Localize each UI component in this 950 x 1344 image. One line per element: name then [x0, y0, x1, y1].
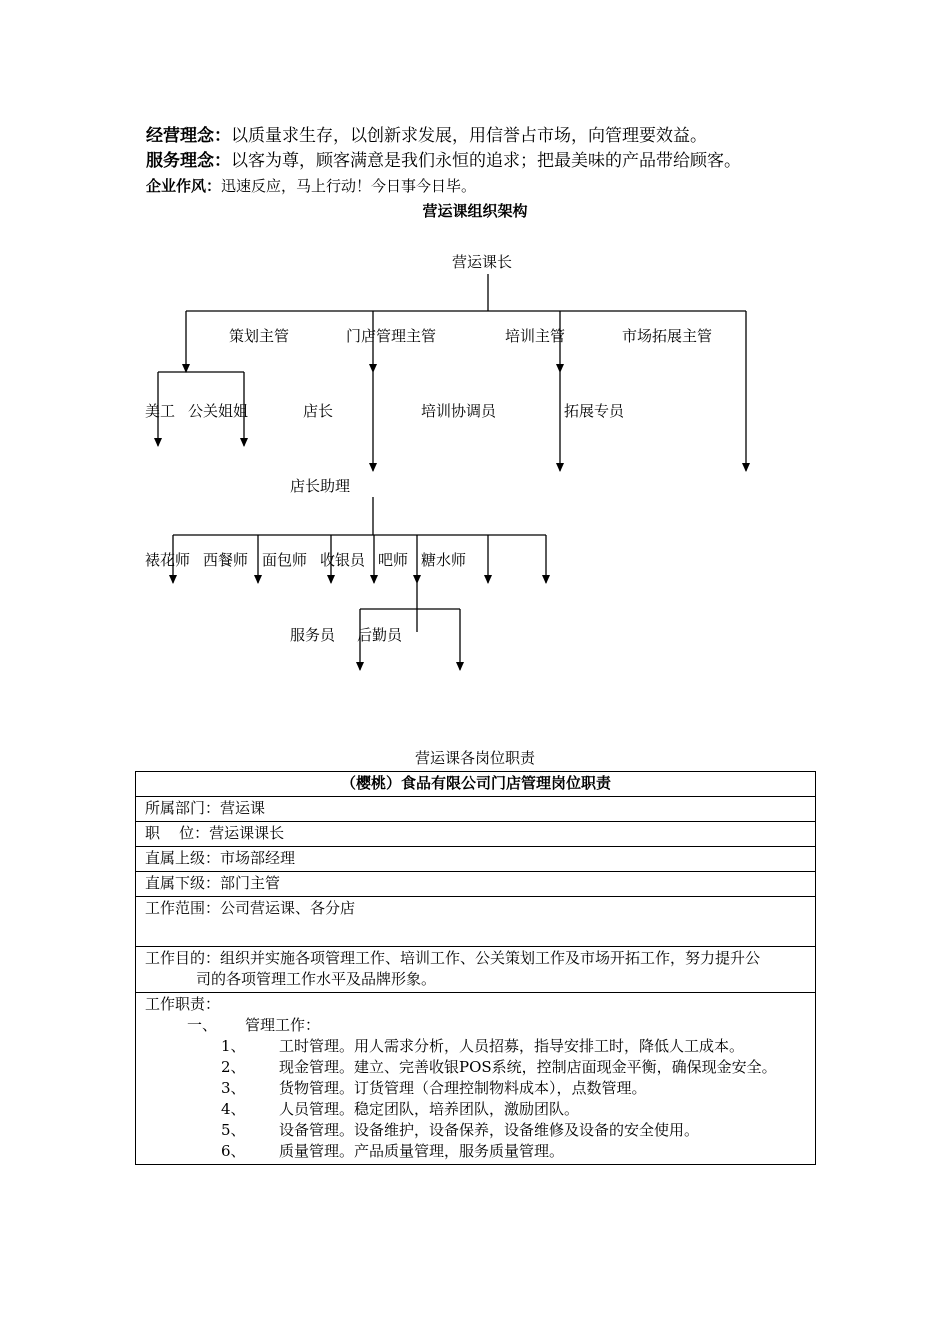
duty-item-num: 6、 [221, 1142, 246, 1160]
purpose-row [136, 947, 816, 993]
duties-table [135, 771, 816, 1165]
org-expansion-specialist: 拓展专员 [564, 402, 625, 420]
section-1-heading [145, 1015, 807, 1036]
duty-item-num: 3、 [221, 1079, 246, 1097]
org-assistant-manager: 店长助理 [290, 477, 351, 495]
section-1-num: 一、 [187, 1016, 218, 1034]
section-1-title: 管理工作： [245, 1016, 321, 1034]
org-staff-cashier: 收银员 [320, 551, 366, 569]
duty-item [145, 1099, 807, 1120]
duty-item-text: 工时管理。用人需求分析，人员招募，指导安排工时，降低人工成本。 [279, 1037, 745, 1055]
company-style-label: 企业作风： [146, 177, 222, 195]
org-staff-western-chef: 西餐师 [203, 551, 249, 569]
org-manager-planning: 策划主管 [229, 327, 290, 345]
service-philosophy-label: 服务理念： [146, 151, 231, 171]
duty-item [145, 1057, 807, 1078]
position-row: 职 位：营运课课长 [136, 822, 816, 847]
duty-item-text: 人员管理。稳定团队，培养团队，激励团队。 [279, 1100, 580, 1118]
org-manager-store: 门店管理主管 [346, 327, 437, 345]
org-staff-barista: 吧师 [378, 551, 409, 569]
subordinate-row: 直属下级：部门主管 [136, 872, 816, 897]
org-store-manager: 店长 [303, 402, 334, 420]
duty-item-text: 货物管理。订货管理（合理控制物料成本），点数管理。 [279, 1079, 647, 1097]
org-manager-market: 市场拓展主管 [622, 327, 713, 345]
business-philosophy-label: 经营理念： [146, 126, 231, 146]
company-style-text: 迅速反应，马上行动！今日事今日毕。 [221, 177, 477, 195]
duty-item-text: 现金管理。建立、完善收银POS系统，控制店面现金平衡，确保现金安全。 [279, 1058, 777, 1076]
org-manager-training: 培训主管 [505, 327, 566, 345]
org-staff-dessert-maker: 糖水师 [421, 551, 467, 569]
duty-item [145, 1120, 807, 1141]
scope-row: 工作范围：公司营运课、各分店 [136, 897, 816, 947]
org-staff-cake-decorator: 裱花师 [145, 551, 191, 569]
duty-item-num: 5、 [221, 1121, 246, 1139]
duty-item-num: 2、 [221, 1058, 246, 1076]
org-artist: 美工 [145, 402, 176, 420]
org-head: 营运课长 [452, 253, 513, 271]
duty-item [145, 1036, 807, 1057]
duties-section-title: 营运课各岗位职责 [414, 749, 535, 767]
duty-item-text: 设备管理。设备维护，设备保养，设备维修及设备的安全使用。 [279, 1121, 700, 1139]
duties-table-title: （樱桃）食品有限公司门店管理岗位职责 [136, 772, 816, 797]
service-philosophy-text: 以客为尊，顾客满意是我们永恒的追求；把最美味的产品带给顾客。 [231, 151, 741, 171]
business-philosophy-text: 以质量求生存，以创新求发展，用信誉占市场，向管理要效益。 [231, 126, 707, 146]
department-row: 所属部门：营运课 [136, 797, 816, 822]
duty-item [145, 1141, 807, 1162]
duty-item-num: 1、 [221, 1037, 246, 1055]
org-service-staff: 服务员 [290, 626, 336, 644]
org-pr: 公关姐姐 [188, 402, 249, 420]
responsibility-label: 工作职责： [145, 995, 221, 1013]
superior-row: 直属上级：市场部经理 [136, 847, 816, 872]
responsibilities-row [136, 993, 816, 1165]
duty-item [145, 1078, 807, 1099]
purpose-line-1: 工作目的：组织并实施各项管理工作、培训工作、公关策划工作及市场开拓工作，努力提升公 [145, 949, 761, 967]
duty-item-num: 4、 [221, 1100, 246, 1118]
duty-item-text: 质量管理。产品质量管理，服务质量管理。 [279, 1142, 565, 1160]
org-staff-baker: 面包师 [262, 551, 308, 569]
org-chart-title: 营运课组织架构 [422, 202, 528, 220]
purpose-line-2: 司的各项管理工作水平及品牌形象。 [196, 970, 437, 988]
org-logistics-staff: 后勤员 [357, 626, 403, 644]
org-training-coordinator: 培训协调员 [421, 402, 497, 420]
